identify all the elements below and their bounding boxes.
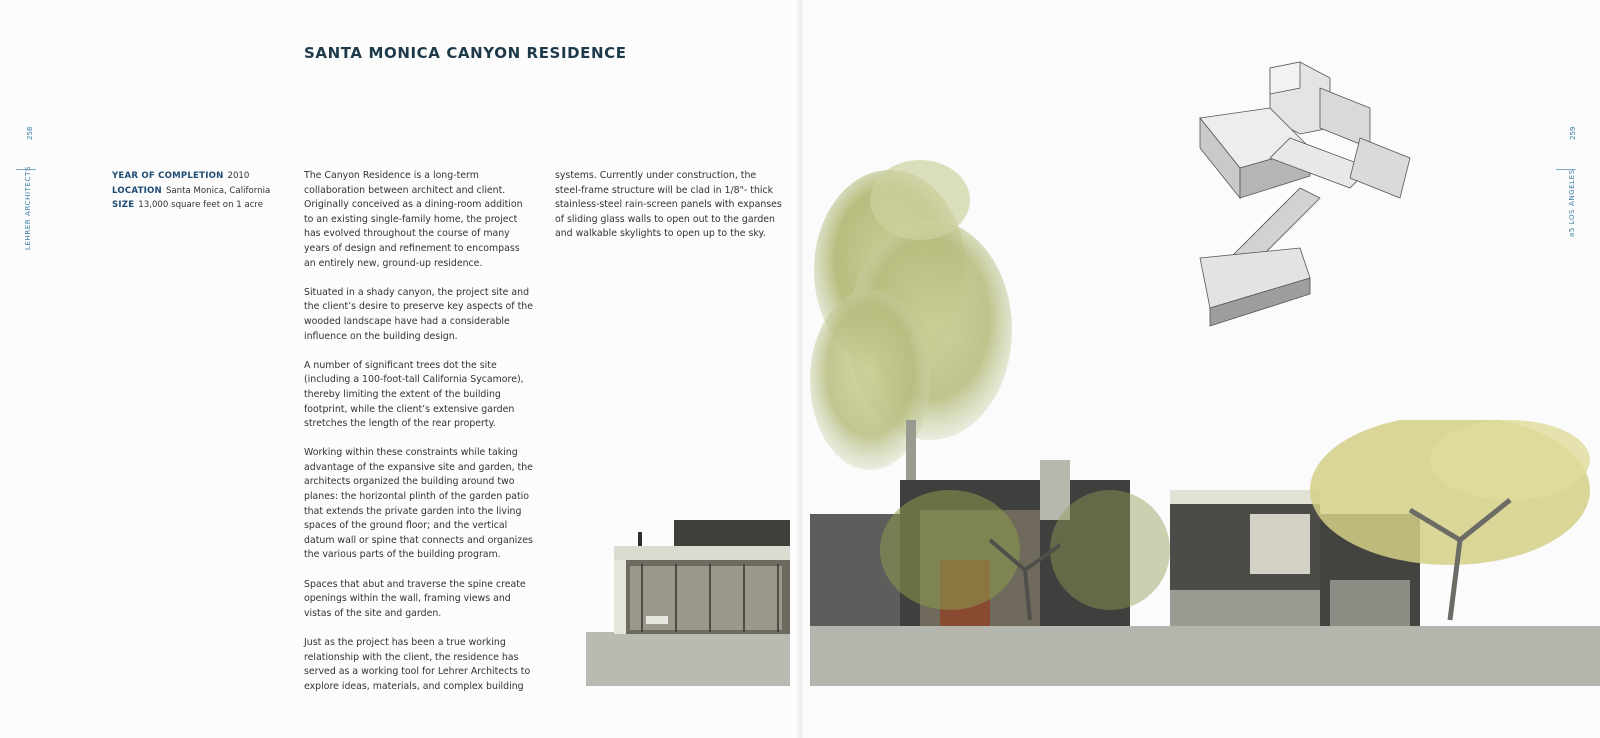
body-paragraph: A number of significant trees dot the site (including a 100-foot-tall California Sycamore), thereby limiting the extent of the building footprint, while the client’s extensive garden stretches the length of the rear property. — [304, 359, 524, 430]
body-paragraph: Just as the project has been a true working relationship with the client, the residence has served as a working tool for Lehrer Architects to explore ideas, materials, and complex building — [304, 637, 531, 692]
right-running-head: a5 LOS ANGELES — [1568, 169, 1576, 237]
street-elevation-image — [810, 420, 1600, 686]
body-paragraph: Working within these constraints while taking advantage of the expansive site and garden, the architects organized the building around two planes: the horizontal plinth of the garden patio that extends the private garden into the living spaces of the ground floor; and the vertical datum wall or spine that connects and organizes the various parts of the building program. — [304, 447, 533, 561]
isometric-model-image — [1170, 58, 1450, 348]
project-specs — [112, 169, 270, 213]
spec-value: 2010 — [227, 171, 250, 181]
right-page-number: 259 — [1569, 126, 1577, 140]
spec-value: Santa Monica, California — [165, 185, 271, 196]
spec-key: SIZE — [112, 200, 135, 210]
body-paragraph: The Canyon Residence is a long-term collaboration between architect and client. Originally conceived as a dining-room addition to an existing single-family home, the project has evolved throughout the course of many years of design and refinement to encompass an entirely new, ground-up residence. — [304, 170, 523, 269]
body-column-1 — [304, 169, 534, 709]
body-paragraph: Spaces that abut and traverse the spine create openings within the wall, framing views and vistas of the site and garden. — [304, 578, 526, 619]
spec-location — [112, 184, 270, 199]
spec-key: LOCATION — [112, 185, 162, 196]
left-running-head: LEHRER ARCHITECTS — [24, 166, 32, 250]
page-title: SANTA MONICA CANYON RESIDENCE — [304, 44, 627, 62]
book-gutter — [796, 0, 804, 738]
body-paragraph: Situated in a shady canyon, the project site and the client’s desire to preserve key aspects of the wooded landscape have had a considerable influence on the building design. — [304, 286, 533, 342]
spec-key: YEAR OF COMPLETION — [112, 171, 224, 181]
spec-year — [112, 169, 270, 184]
body-paragraph: systems. Currently under construction, the steel-frame structure will be clad in 1/8"- thick stainless-steel rain-screen panels with expanses of sliding glass walls to open out to the garden and walkable skylights to open up to the sky. — [555, 170, 782, 240]
pavilion-rendering — [586, 520, 790, 686]
left-page-number: 258 — [26, 126, 34, 140]
body-column-2 — [555, 169, 785, 257]
spec-value: 13,000 square feet on 1 acre — [138, 200, 264, 210]
spec-size — [112, 198, 270, 213]
